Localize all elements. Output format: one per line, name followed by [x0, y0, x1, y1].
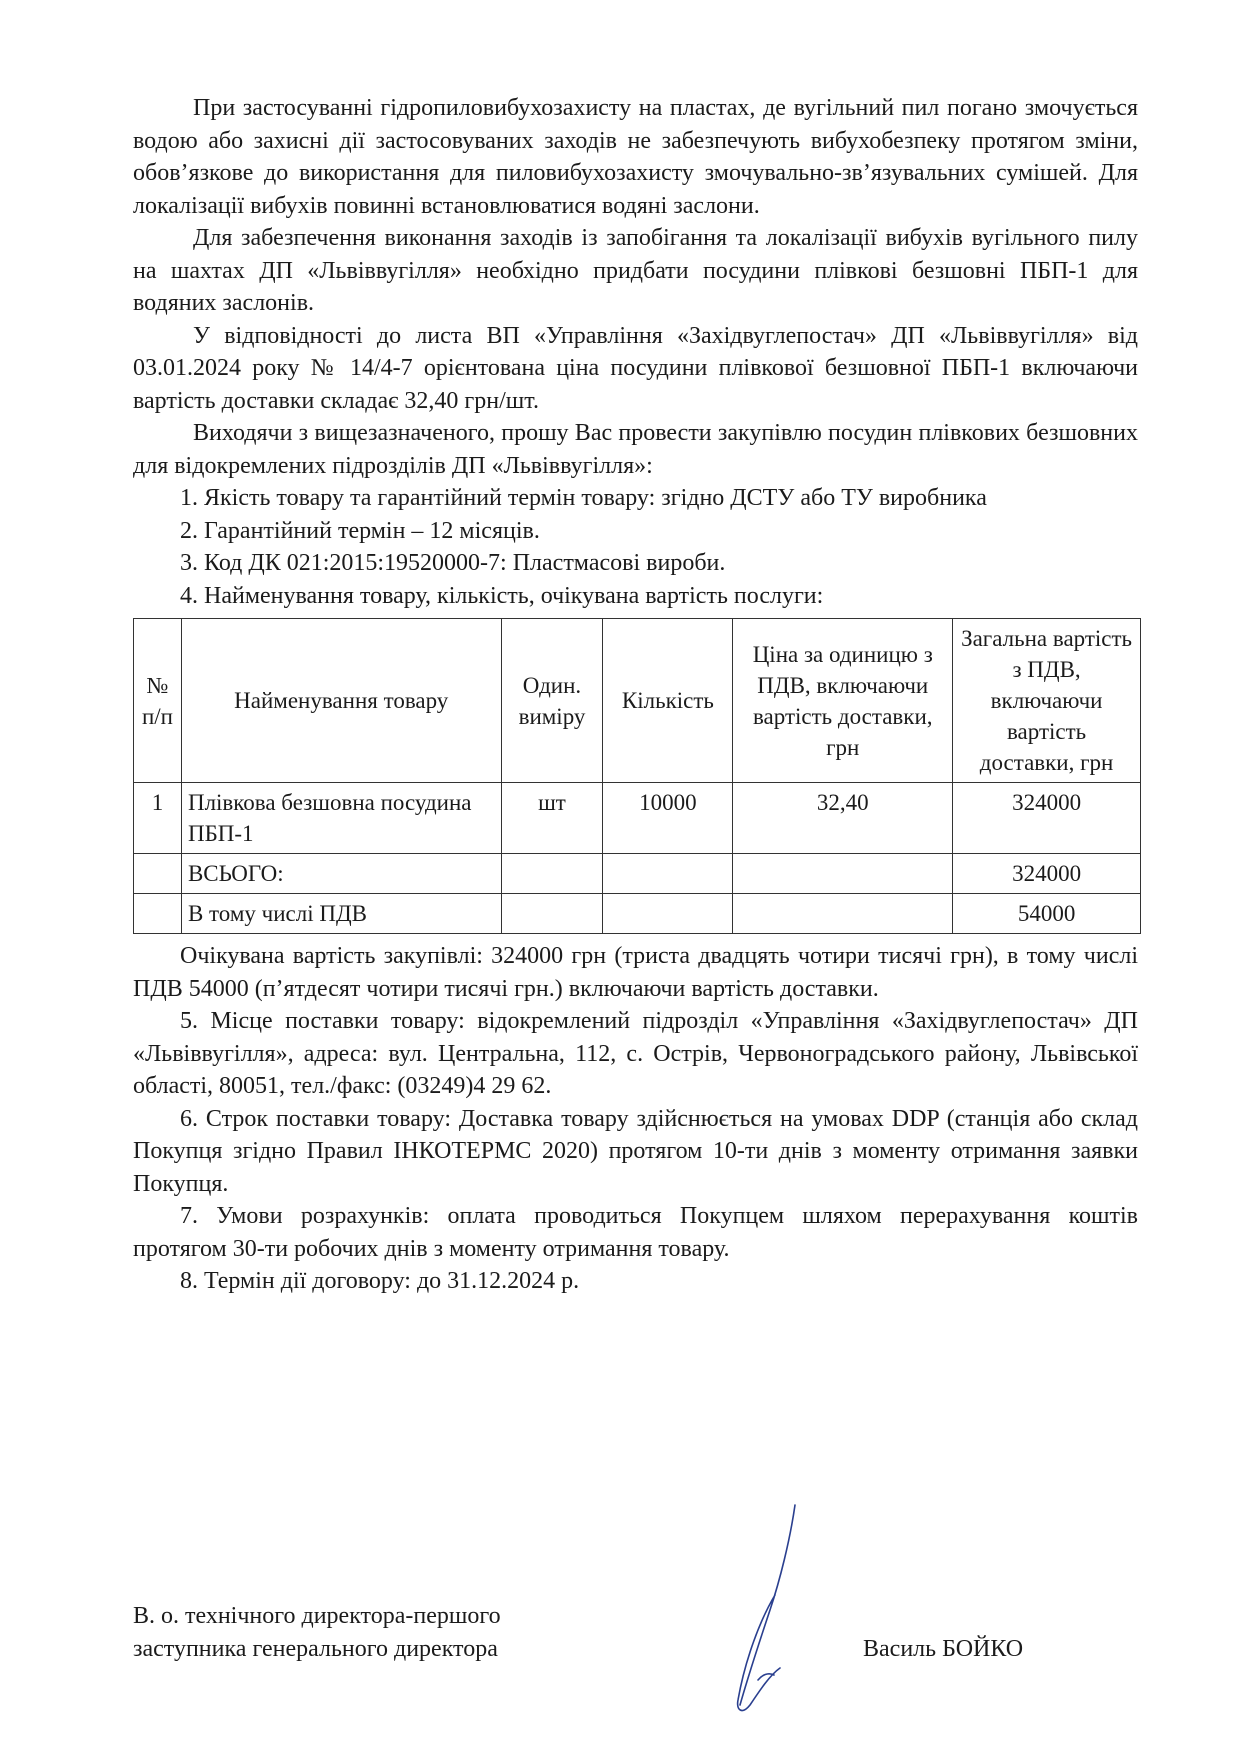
list-item-delivery-place: 5. Місце поставки товару: відокремлений підрозділ «Управління «Західвуглепостач» ДП «Львіввугілля», адреса: вул. Центральна, 112, с. Острів, Червоноградського району, Львівської області, 80051, тел./факс: (03249)4 29 62.	[133, 1008, 1138, 1099]
header-name: Найменування товару	[181, 619, 501, 783]
position-line-1: В. о. технічного директора-першого	[133, 1603, 501, 1629]
table-header-row	[134, 619, 1141, 783]
cell-empty	[134, 894, 182, 934]
cell-total-value: 324000	[953, 854, 1141, 894]
cell-vat-value: 54000	[953, 894, 1141, 934]
table-row	[134, 783, 1141, 854]
paragraph-procurement-need: Для забезпечення виконання заходів із запобігання та локалізації вибухів вугільного пилу на шахтах ДП «Львіввугілля» необхідно придбати посудини плівкові безшовні ПБП-1 для водяних заслонів.	[133, 225, 1138, 316]
goods-table	[133, 618, 1141, 934]
header-price: Ціна за одиницю з ПДВ, включаючи вартість доставки, грн	[733, 619, 953, 783]
signatory-position	[133, 1600, 501, 1666]
letter-body	[133, 92, 1138, 1298]
paragraph-explosion-protection: При застосуванні гідропиловибухозахисту на пластах, де вугільний пил погано змочується водою або захисні дії застосовуваних заходів не забезпечують вибухобезпеку протягом зміни, обов’язкове до використання для пиловибухозахисту змочувально-зв’язувальних сумішей. Для локалізації вибухів повинні встановлюватися водяні заслони.	[133, 95, 1138, 219]
header-total: Загальна вартість з ПДВ, включаючи вартість доставки, грн	[953, 619, 1141, 783]
header-unit: Один. виміру	[501, 619, 603, 783]
list-item-code: 3. Код ДК 021:2015:19520000-7: Пластмасові вироби.	[180, 550, 726, 576]
cell-total: 324000	[953, 783, 1141, 854]
cell-empty	[501, 894, 603, 934]
cell-vat-label: В тому числі ПДВ	[181, 894, 501, 934]
cell-num: 1	[134, 783, 182, 854]
header-num: № п/п	[134, 619, 182, 783]
cell-unit: шт	[501, 783, 603, 854]
position-line-2: заступника генерального директора	[133, 1636, 498, 1662]
cell-empty	[134, 854, 182, 894]
cell-empty	[733, 854, 953, 894]
cell-empty	[603, 894, 733, 934]
cell-qty: 10000	[603, 783, 733, 854]
list-item-goods: 4. Найменування товару, кількість, очікувана вартість послуги:	[180, 582, 824, 609]
paragraph-price-reference: У відповідності до листа ВП «Управління «Західвуглепостач» ДП «Львіввугілля» від 03.01.2024 року № 14/4-7 орієнтована ціна посудини плівкової безшовної ПБП-1 включаючи вартість доставки складає 32,40 грн/шт.	[133, 322, 1138, 414]
list-item-warranty: 2. Гарантійний термін – 12 місяців.	[180, 517, 540, 544]
list-item-delivery-term: 6. Строк поставки товару: Доставка товару здійснюється на умовах DDP (станція або склад Покупця згідно Правил ІНКОТЕРМС 2020) протягом 10-ти днів з моменту отримання заявки Покупця.	[133, 1105, 1138, 1197]
cell-empty	[501, 854, 603, 894]
cell-empty	[733, 894, 953, 934]
cell-name: Плівкова безшовна посудина ПБП-1	[181, 783, 501, 854]
table-total-row	[134, 854, 1141, 894]
table-vat-row	[134, 894, 1141, 934]
list-item-contract-term: 8. Термін дії договору: до 31.12.2024 р.	[180, 1268, 580, 1294]
paragraph-expected-cost: Очікувана вартість закупівлі: 324000 грн (триста двадцять чотири тисячі грн), в тому числі ПДВ 54000 (п’ятдесят чотири тисячі грн.) включаючи вартість доставки.	[133, 943, 1138, 1002]
list-item-quality: 1. Якість товару та гарантійний термін товару: згідно ДСТУ або ТУ виробника	[180, 485, 987, 511]
handwritten-signature	[700, 1500, 820, 1740]
list-item-payment-terms: 7. Умови розрахунків: оплата проводиться Покупцем шляхом перерахування коштів протягом 30-ти робочих днів з моменту отримання товару.	[133, 1203, 1138, 1262]
cell-price: 32,40	[733, 783, 953, 854]
signatory-name: Василь БОЙКО	[863, 1636, 1024, 1662]
header-qty: Кількість	[603, 619, 733, 783]
cell-empty	[603, 854, 733, 894]
paragraph-request: Виходячи з вищезазначеного, прошу Вас провести закупівлю посудин плівкових безшовних для відокремлених підрозділів ДП «Львіввугілля»:	[133, 420, 1138, 479]
cell-total-label: ВСЬОГО:	[181, 854, 501, 894]
